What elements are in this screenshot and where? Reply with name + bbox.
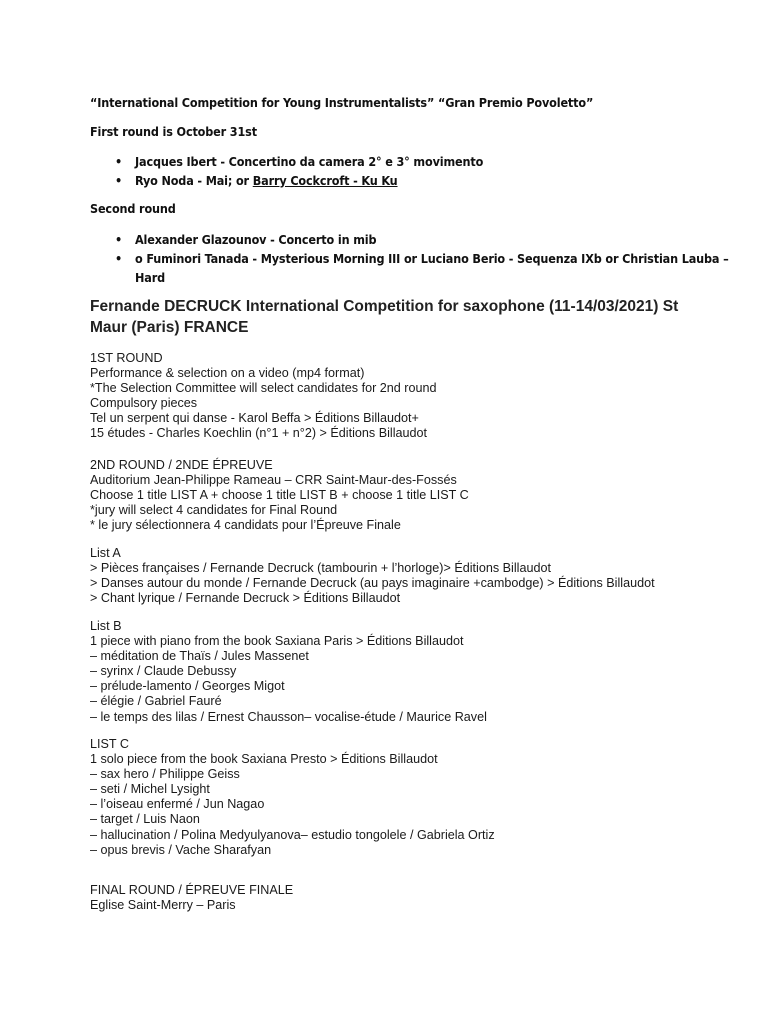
round1-section — [90, 351, 437, 442]
list-item-text: Jacques Ibert - Concertino da camera 2° e 3° movimento — [135, 154, 484, 169]
text-line: * le jury sélectionnera 4 candidats pour l’Épreuve Finale — [90, 518, 401, 533]
list-item — [90, 152, 483, 171]
list-a-heading: List A — [90, 546, 121, 560]
text-line: *jury will select 4 candidates for Final Round — [90, 503, 338, 518]
list-b-heading: List B — [90, 619, 122, 633]
second-round-heading: Second round — [90, 201, 176, 216]
text-line: 1 piece with piano from the book Saxiana Paris > Éditions Billaudot — [90, 634, 464, 649]
text-line: *The Selection Committee will select candidates for 2nd round — [90, 381, 437, 396]
final-round-section — [90, 883, 293, 913]
text-line: – hallucination / Polina Medyulyanova– estudio tongolele / Gabriela Ortiz — [90, 827, 495, 842]
bullet-icon: • — [115, 232, 123, 247]
list-item — [90, 171, 483, 190]
list-item-text: Alexander Glazounov - Concerto in mib — [135, 232, 377, 247]
text-line: – méditation de Thaïs / Jules Massenet — [90, 649, 309, 664]
round1-heading: 1ST ROUND — [90, 351, 163, 365]
text-line: 15 études - Charles Koechlin (n°1 + n°2) > Éditions Billaudot — [90, 426, 428, 441]
text-line: Choose 1 title LIST A + choose 1 title LIST B + choose 1 title LIST C — [90, 488, 469, 503]
text-line: Compulsory pieces — [90, 396, 198, 411]
list-c-heading: LIST C — [90, 737, 129, 751]
text-line: > Pièces françaises / Fernande Decruck (tambourin + l’horloge)> Éditions Billaudot — [90, 561, 551, 576]
list-a-section — [90, 546, 655, 606]
text-line: – opus brevis / Vache Sharafyan — [90, 842, 272, 857]
text-line: Eglise Saint-Merry – Paris — [90, 898, 236, 913]
second-round-list — [90, 230, 729, 287]
text-line: 1 solo piece from the book Saxiana Presto > Éditions Billaudot — [90, 752, 438, 767]
text-line: Auditorium Jean-Philippe Rameau – CRR Saint-Maur-des-Fossés — [90, 473, 457, 488]
text-line: > Chant lyrique / Fernande Decruck > Éditions Billaudot — [90, 591, 401, 606]
final-round-heading: FINAL ROUND / ÉPREUVE FINALE — [90, 883, 294, 897]
list-item — [90, 249, 729, 287]
text-line: – seti / Michel Lysight — [90, 782, 210, 797]
round2-section — [90, 458, 469, 533]
competition-title-decruck: Fernande DECRUCK International Competition for saxophone (11-14/03/2021) St Maur (Paris) FRANCE — [90, 298, 679, 336]
text-line: – l’oiseau enfermé / Jun Nagao — [90, 797, 265, 812]
competition-title-povoletto: “International Competition for Young Instrumentalists” “Gran Premio Povoletto” — [90, 95, 594, 110]
list-c-section — [90, 737, 495, 858]
text-line: – sax hero / Philippe Geiss — [90, 767, 240, 782]
bullet-icon: • — [115, 173, 123, 188]
list-item — [90, 230, 729, 249]
list-item-text: o Fuminori Tanada - Mysterious Morning III or Luciano Berio - Sequenza IXb or Christian Lauba – — [135, 251, 729, 266]
text-line: – prélude-lamento / Georges Migot — [90, 679, 285, 694]
barry-cockcroft-link[interactable]: Barry Cockcroft - Ku Ku — [252, 173, 398, 188]
list-b-section — [90, 619, 487, 725]
text-line: – syrinx / Claude Debussy — [90, 664, 237, 679]
text-line: – élégie / Gabriel Fauré — [90, 694, 222, 709]
text-line: > Danses autour du monde / Fernande Decruck (au pays imaginaire +cambodge) > Éditions Billaudot — [90, 576, 655, 591]
list-item-text: Ryo Noda - Mai; or — [135, 173, 253, 188]
first-round-list — [90, 152, 483, 190]
text-line: Tel un serpent qui danse - Karol Beffa > Éditions Billaudot+ — [90, 411, 419, 426]
first-round-heading: First round is October 31st — [90, 124, 257, 139]
list-item-text-continued: Hard — [135, 270, 165, 285]
bullet-icon: • — [115, 154, 123, 169]
bullet-icon: • — [115, 251, 123, 266]
text-line: – target / Luis Naon — [90, 812, 200, 827]
round2-heading: 2ND ROUND / 2NDE ÉPREUVE — [90, 458, 273, 472]
text-line: Performance & selection on a video (mp4 format) — [90, 366, 365, 381]
text-line: – le temps des lilas / Ernest Chausson– vocalise-étude / Maurice Ravel — [90, 709, 487, 724]
